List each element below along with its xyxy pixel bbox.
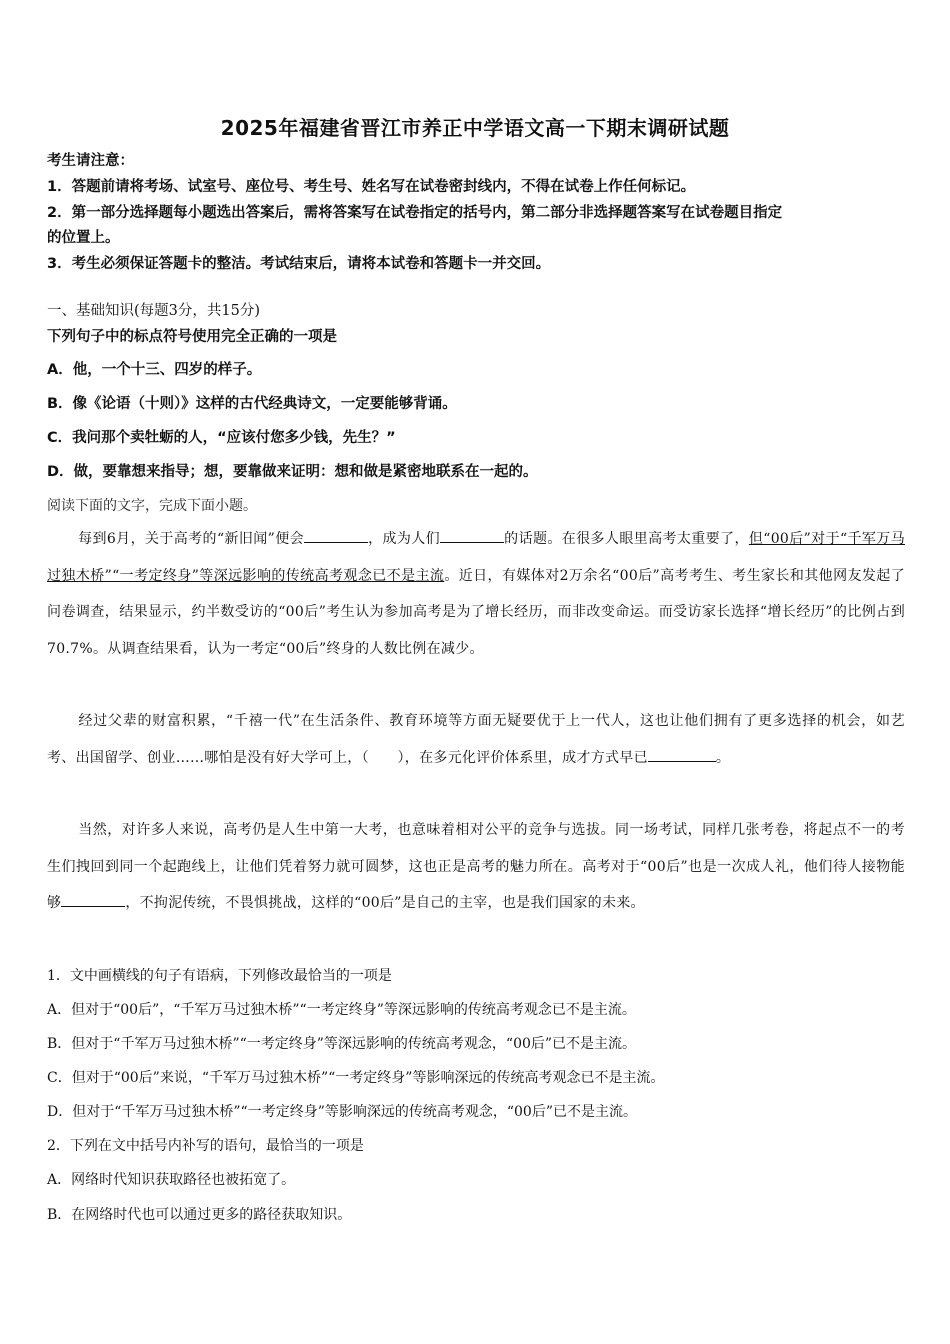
fill-blank bbox=[664, 747, 716, 762]
fill-blank bbox=[440, 528, 504, 543]
section-heading: 一、基础知识(每题3分，共15分) bbox=[47, 303, 260, 319]
question-1-option-a: A．但对于“00后”，“千军万马过独木桥”“一考定终身”等深远影响的传统高考观念已不是主流。 bbox=[47, 1002, 636, 1018]
question-1-option-b: B．但对于“千军万马过独木桥”“一考定终身”等深远影响的传统高考观念，“00后”已不是主流。 bbox=[47, 1036, 637, 1052]
question-stem: 下列句子中的标点符号使用完全正确的一项是 bbox=[47, 329, 337, 345]
passage-paragraph-2: 经过父辈的财富积累，“千禧一代”在生活条件、教育环境等方面无疑要优于上一代人，这也让他们拥有了更多选择的机会，如艺考、出国留学、创业……哪怕是没有好大学可上，（ ），在多元化评价体系里，成才方式早已 。 bbox=[47, 713, 905, 766]
page-title: 2025年福建省晋江市养正中学语文高一下期末调研试题 bbox=[220, 116, 730, 140]
question-2-stem: 2．下列在文中括号内补写的语句，最恰当的一项是 bbox=[47, 1138, 364, 1154]
underlined-sentence: 但“00后”对于“千军万马过独木桥”“一考定终身”等深远影响的传统高考观念已不是主流 bbox=[47, 531, 905, 584]
notice-item: 1．答题前请将考场、试室号、座位号、考生号、姓名写在试卷密封线内，不得在试卷上作任何标记。 bbox=[47, 179, 696, 195]
question-1-stem: 1．文中画横线的句子有语病，下列修改最恰当的一项是 bbox=[47, 968, 392, 984]
notice-heading: 考生请注意： bbox=[47, 153, 134, 169]
option-a: A．他，一个十三、四岁的样子。 bbox=[47, 362, 262, 378]
option-b: B．像《论语（十则）》这样的古代经典诗文，一定要能够背诵。 bbox=[47, 396, 457, 412]
question-2-option-b: B．在网络时代也可以通过更多的路径获取知识。 bbox=[47, 1207, 352, 1223]
fill-blank bbox=[61, 892, 125, 907]
notice-item: 3．考生必须保证答题卡的整洁。考试结束后，请将本试卷和答题卡一并交回。 bbox=[47, 256, 551, 272]
fill-blank bbox=[648, 747, 664, 762]
reading-intro: 阅读下面的文字，完成下面小题。 bbox=[47, 498, 257, 514]
notice-item: 2．第一部分选择题每小题选出答案后，需将答案写在试卷指定的括号内，第二部分非选择题答案写在试卷题目指定 bbox=[47, 205, 783, 221]
question-1-option-d: D．但对于“千军万马过独木桥”“一考定终身”等影响深远的传统高考观念，“00后”已不是主流。 bbox=[47, 1104, 637, 1120]
passage-paragraph-3: 当然，对许多人来说，高考仍是人生中第一大考，也意味着相对公平的竞争与选拔。同一场考试，同样几张考卷，将起点不一的考生们拽回到同一个起跑线上，让他们凭着努力就可圆梦，这也正是高考的魅力所在。高考对于“00后”也是一次成人礼，他们待人接物能够 ，不拘泥传统，不畏惧挑战，这样的“00后”是自己的主宰，也是我们国家的未来。 bbox=[47, 822, 905, 911]
option-c: C．我问那个卖牡蛎的人，“应该付您多少钱，先生？” bbox=[47, 430, 396, 446]
passage-paragraph-1: 每到6月，关于高考的“新旧闻”便会 ，成为人们 的话题。在很多人眼里高考太重要了，但“00后”对于“千军万马过独木桥”“一考定终身”等深远影响的传统高考观念已不是主流。近日，有媒体对2万余名“00后”高考考生、考生家长和其他网友发起了问卷调查，结果显示，约半数受访的“00后”考生认为参加高考是为了增长经历，而非改变命运。而受访家长选择“增长经历”的比例占到70.7%。从调查结果看，认为一考定“00后”终身的人数比例在减少。 bbox=[47, 521, 905, 667]
question-1-option-c: C．但对于“00后”来说，“千军万马过独木桥”“一考定终身”等影响深远的传统高考观念已不是主流。 bbox=[47, 1070, 665, 1086]
question-2-option-a: A．网络时代知识获取路径也被拓宽了。 bbox=[47, 1172, 296, 1188]
fill-blank bbox=[304, 528, 368, 543]
notice-item: 的位置上。 bbox=[47, 230, 120, 246]
option-d: D．做，要靠想来指导；想，要靠做来证明：想和做是紧密地联系在一起的。 bbox=[47, 464, 538, 480]
